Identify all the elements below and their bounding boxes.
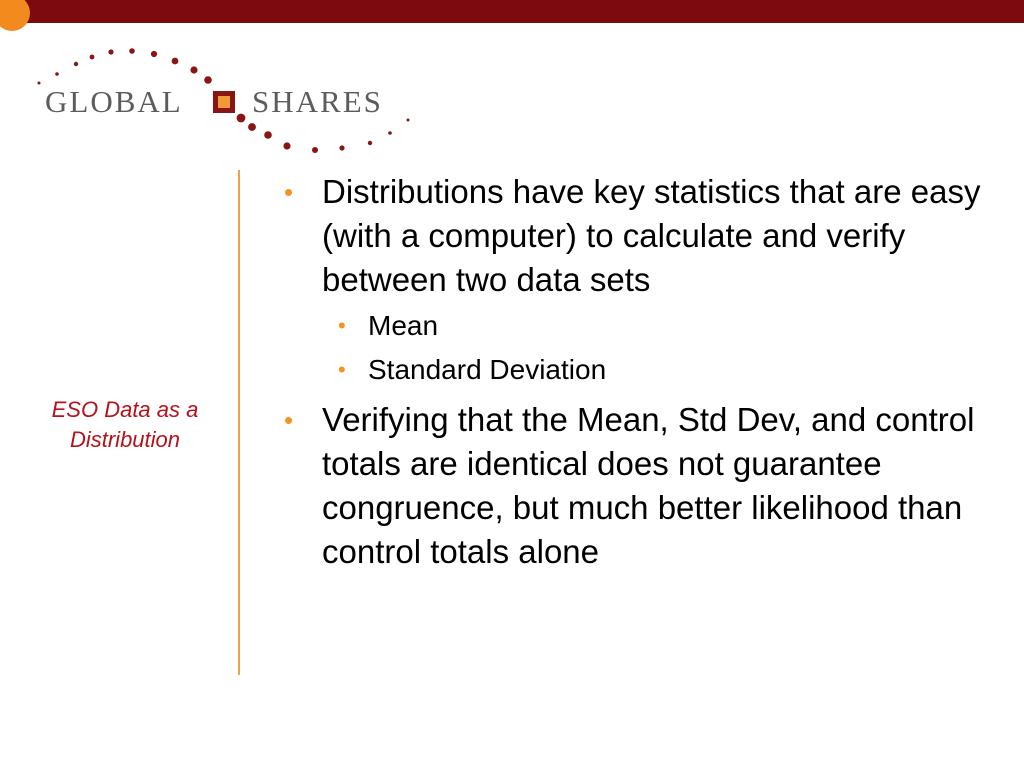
bullet-item [280, 398, 995, 574]
bullet-text: Verifying that the Mean, Std Dev, and control totals are identical does not guarantee congruence, but much better likelihood than control totals alone [322, 401, 975, 570]
bullet-list [280, 170, 995, 580]
vertical-divider [238, 170, 240, 675]
bullet-item [280, 170, 995, 392]
logo-word-global: GLOBAL [45, 84, 183, 119]
top-banner-bar [0, 0, 1024, 23]
sub-bullet-item: • Standard Deviation [322, 348, 995, 392]
logo-square-icon [213, 91, 235, 113]
corner-accent-dot [0, 0, 30, 31]
global-shares-logo [30, 42, 430, 162]
slide-section-title: ESO Data as a Distribution [51, 397, 199, 452]
sub-bullet-item: • Mean [322, 304, 995, 348]
bullet-text: Distributions have key statistics that are easy (with a computer) to calculate and verify between two data sets [322, 173, 981, 298]
sub-bullet-list [322, 304, 995, 392]
logo-word-shares: SHARES [252, 84, 383, 119]
